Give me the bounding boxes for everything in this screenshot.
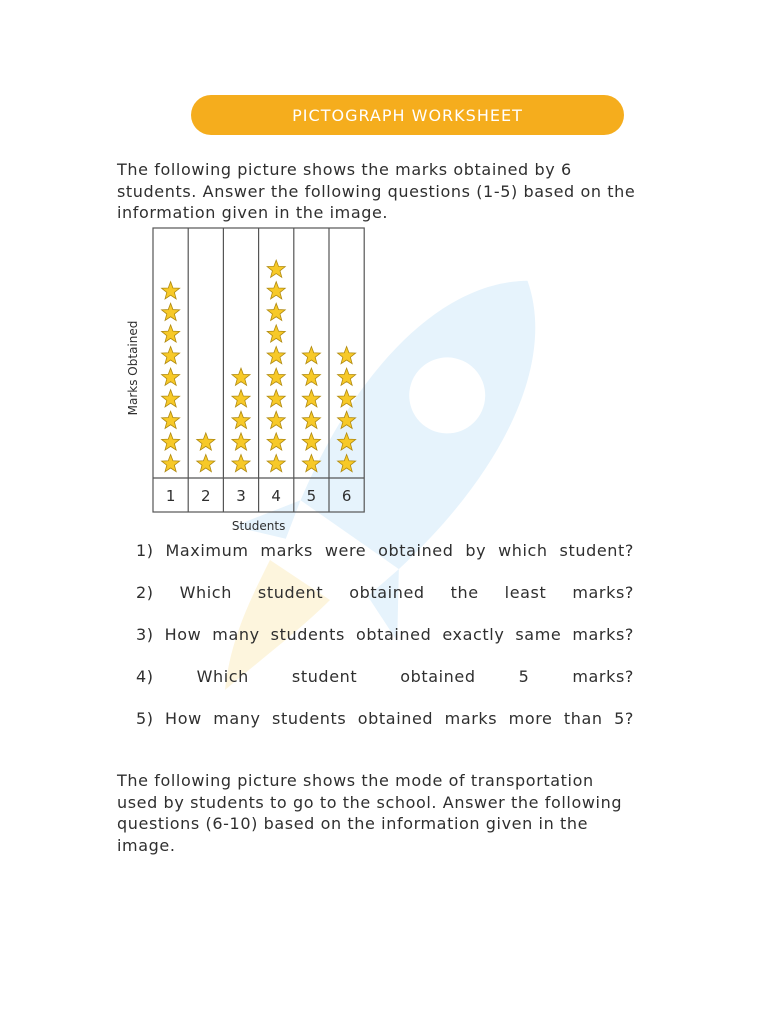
star-icon	[162, 455, 180, 472]
star-icon	[302, 433, 320, 450]
star-icon	[302, 455, 320, 472]
star-icon	[162, 325, 180, 342]
y-axis-label: Marks Obtained	[126, 320, 140, 416]
star-icon	[302, 390, 320, 407]
question-3: 3) How many students obtained exactly same marks?	[136, 625, 634, 644]
pictograph-chart	[120, 225, 380, 540]
question-2: 2) Which student obtained the least marks?	[136, 583, 634, 602]
star-icon	[267, 282, 285, 299]
student-label: 4	[271, 487, 281, 505]
student-label: 5	[306, 487, 317, 505]
star-icon	[232, 411, 250, 428]
question-1: 1) Maximum marks were obtained by which student?	[136, 541, 634, 560]
star-icon	[197, 455, 215, 472]
star-icon	[267, 411, 285, 428]
student-label: 6	[341, 487, 352, 505]
second-intro-paragraph: The following picture shows the mode of transportation used by students to go to the school. Answer the following questions (6-10) based on the information given in the image.	[117, 771, 623, 855]
star-icon	[267, 347, 285, 364]
star-icon	[267, 368, 285, 385]
worksheet-title-banner	[191, 95, 624, 135]
star-icon	[162, 347, 180, 364]
star-icon	[162, 411, 180, 428]
intro-paragraph: The following picture shows the marks obtained by 6 students. Answer the following questions (1-5) based on the information given in the image.	[117, 160, 636, 222]
x-axis-label: Students	[231, 519, 286, 533]
star-icon	[338, 368, 356, 385]
star-icon	[267, 260, 285, 277]
star-icon	[267, 303, 285, 320]
star-icon	[267, 455, 285, 472]
star-icon	[267, 390, 285, 407]
star-icon	[338, 347, 356, 364]
star-icon	[267, 433, 285, 450]
star-icon	[162, 390, 180, 407]
star-icon	[232, 433, 250, 450]
star-icon	[162, 282, 180, 299]
star-icon	[197, 433, 215, 450]
star-icon	[302, 368, 320, 385]
question-list	[136, 540, 634, 750]
question-5: 5) How many students obtained marks more than 5?	[136, 709, 634, 728]
student-label: 2	[201, 487, 211, 505]
star-icon	[162, 303, 180, 320]
student-label: 3	[236, 487, 246, 505]
worksheet-title: PICTOGRAPH WORKSHEET	[292, 105, 523, 125]
star-icon	[232, 455, 250, 472]
star-icon	[338, 390, 356, 407]
star-icon	[162, 433, 180, 450]
star-icon	[338, 455, 356, 472]
star-icon	[232, 390, 250, 407]
star-icon	[162, 368, 180, 385]
student-label: 1	[165, 487, 176, 505]
star-icon	[302, 411, 320, 428]
question-4: 4) Which student obtained 5 marks?	[136, 667, 634, 686]
star-icon	[302, 347, 320, 364]
star-icon	[338, 433, 356, 450]
star-icon	[267, 325, 285, 342]
star-icon	[232, 368, 250, 385]
star-icon	[338, 411, 356, 428]
